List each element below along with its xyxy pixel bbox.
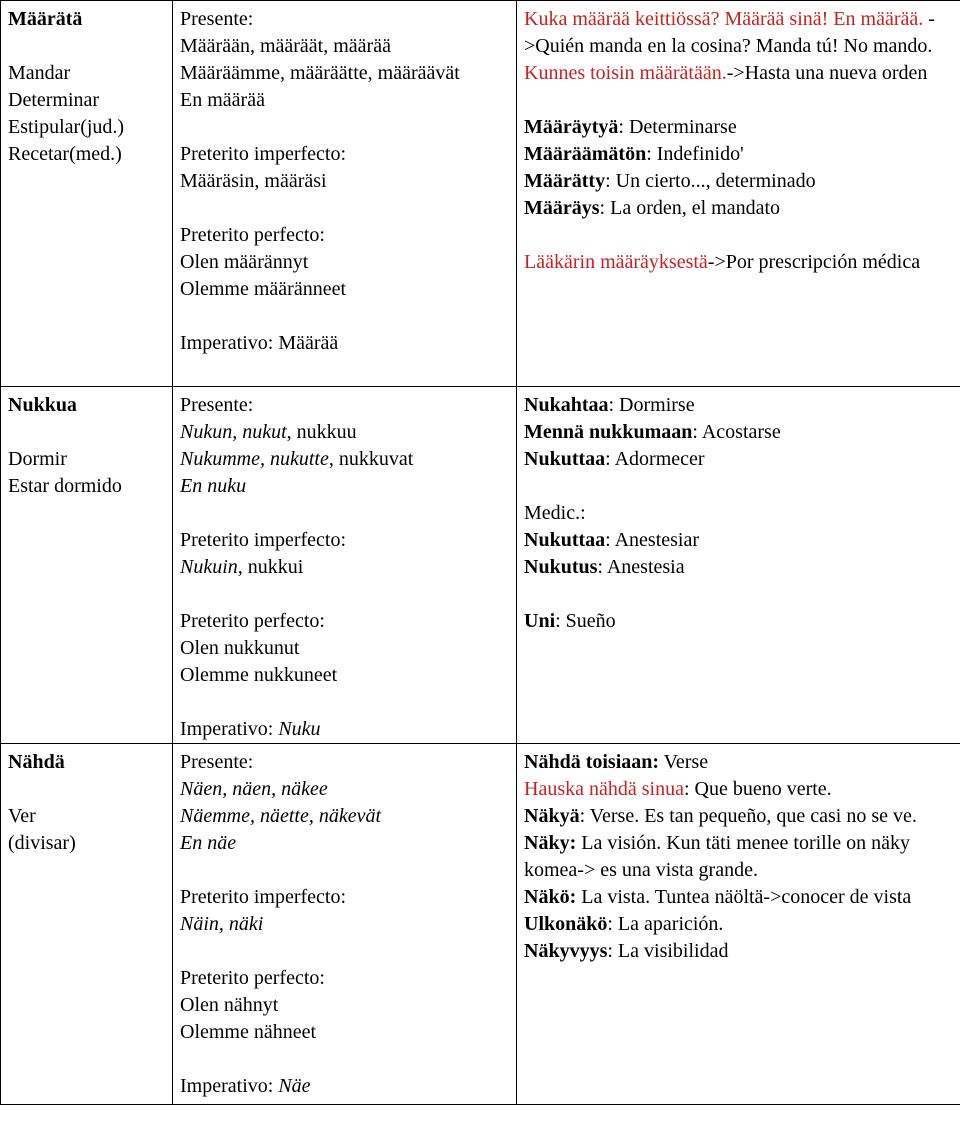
term: Määräytyä [524, 116, 619, 138]
definition [524, 911, 954, 938]
term: Näkyvyys [524, 940, 608, 962]
present-label: Presente: [180, 8, 254, 30]
definition [524, 114, 954, 141]
imperative-label: Imperativo: [180, 1075, 274, 1097]
verb-title: Nähdä [8, 751, 65, 773]
term-def: : Acostarse [692, 421, 781, 443]
term-def: : Indefinido' [646, 143, 744, 165]
definition [524, 830, 954, 884]
perfect-label: Preterito perfecto: [180, 967, 325, 989]
verb-title: Nukkua [8, 394, 77, 416]
conjugation-cell [173, 744, 517, 1105]
example-es: ->Quién manda en la cosina? Manda tú! No mando. [524, 8, 935, 57]
imperfect-label: Preterito imperfecto: [180, 886, 347, 908]
definition [524, 168, 954, 195]
table-row [1, 1, 960, 387]
example-fi: Kuka määrää keittiössä? Määrää sinä! En määrää. [524, 8, 924, 30]
definition [524, 195, 954, 222]
term-def: : Adormecer [605, 448, 705, 470]
verb-cell [1, 744, 173, 1105]
table-row [1, 387, 960, 744]
meaning: Recetar(med.) [8, 143, 122, 165]
present-label: Presente: [180, 751, 254, 773]
perfect-label: Preterito perfecto: [180, 610, 325, 632]
perfect-label: Preterito perfecto: [180, 224, 325, 246]
term: Nukutus [524, 556, 598, 578]
verb-title: Määrätä [8, 8, 83, 30]
notes-cell [517, 744, 960, 1105]
perfect-form: Olen nukkunut [180, 637, 300, 659]
meaning: Estipular(jud.) [8, 116, 125, 138]
example-fi: Lääkärin määräyksestä [524, 251, 708, 273]
perfect-form: Olen määrännyt [180, 251, 309, 273]
term-def: : Verse. Es tan pequeño, que casi no se ve. [579, 805, 917, 827]
example [524, 6, 954, 60]
table-row [1, 744, 960, 1105]
present-form: En näe [180, 832, 237, 854]
present-form: En määrää [180, 89, 265, 111]
present-form: Nukun, nukut, nukkuu [180, 421, 357, 443]
example-es: ->Hasta una nueva orden [726, 62, 928, 84]
present-form: Näen, näen, näkee [180, 778, 328, 800]
imperative-form: Näe [278, 1075, 311, 1097]
perfect-form: Olen nähnyt [180, 994, 279, 1016]
imperfect-form: Nukuin, nukkui [180, 556, 304, 578]
imperative-form: Nuku [278, 718, 321, 740]
perfect-form: Olemme määränneet [180, 278, 347, 300]
perfect-form: Olemme nähneet [180, 1021, 317, 1043]
imperfect-label: Preterito imperfecto: [180, 529, 347, 551]
example [524, 249, 954, 276]
conjugation-cell [173, 1, 517, 387]
term-def: : Un cierto..., determinado [605, 170, 816, 192]
meaning: Estar dormido [8, 475, 122, 497]
term: Nähdä toisiaan: [524, 751, 660, 773]
term-def: La vista. Tuntea näöltä->conocer de vista [576, 886, 912, 908]
term-def: : Que bueno verte. [683, 778, 832, 800]
conjugation-cell [173, 387, 517, 744]
perfect-form: Olemme nukkuneet [180, 664, 338, 686]
imperative-label: Imperativo: [180, 332, 274, 354]
term-def: : Anestesia [597, 556, 685, 578]
imperative [180, 330, 510, 357]
term-def: : La aparición. [607, 913, 724, 935]
imperative [180, 716, 510, 743]
definition [524, 419, 954, 446]
term-def: Verse [659, 751, 709, 773]
medic-label: Medic.: [524, 502, 586, 524]
term: Nukahtaa [524, 394, 609, 416]
term-def: : Sueño [555, 610, 616, 632]
definition [524, 803, 954, 830]
definition [524, 446, 954, 473]
meaning: Ver [8, 805, 36, 827]
meaning: Dormir [8, 448, 67, 470]
example-fi: Kunnes toisin määrätään. [524, 62, 727, 84]
definition [524, 392, 954, 419]
term: Ulkonäkö [524, 913, 608, 935]
present-form: Määrään, määräät, määrää [180, 35, 391, 57]
definition [524, 141, 954, 168]
definition [524, 776, 954, 803]
example-es: ->Por prescripción médica [707, 251, 921, 273]
verb-cell [1, 387, 173, 744]
meaning: (divisar) [8, 832, 76, 854]
term: Näky: [524, 832, 577, 854]
term-def: : La orden, el mandato [599, 197, 781, 219]
term-def: : La visibilidad [607, 940, 729, 962]
definition [524, 554, 954, 581]
term-def: : Anestesiar [605, 529, 700, 551]
definition [524, 884, 954, 911]
term: Määrätty [524, 170, 606, 192]
present-form: Näemme, näette, näkevät [180, 805, 382, 827]
term-def: : Dormirse [608, 394, 695, 416]
term: Määräys [524, 197, 600, 219]
example-fi: Hauska nähdä sinua [524, 778, 684, 800]
term: Uni [524, 610, 556, 632]
imperfect-label: Preterito imperfecto: [180, 143, 347, 165]
meaning: Determinar [8, 89, 100, 111]
imperfect-form: Määräsin, määräsi [180, 170, 327, 192]
imperative [180, 1073, 510, 1100]
imperfect-form: Näin, näki [180, 913, 264, 935]
term: Näkö: [524, 886, 577, 908]
verb-cell [1, 1, 173, 387]
present-form: En nuku [180, 475, 247, 497]
term: Mennä nukkumaan [524, 421, 693, 443]
meaning: Mandar [8, 62, 71, 84]
example [524, 60, 954, 87]
definition [524, 527, 954, 554]
term: Näkyä [524, 805, 580, 827]
term-def: : Determinarse [618, 116, 737, 138]
imperative-form: Määrää [278, 332, 339, 354]
notes-cell [517, 387, 960, 744]
definition [524, 608, 954, 635]
present-form: Määräämme, määräätte, määräävät [180, 62, 460, 84]
term: Määräämätön [524, 143, 647, 165]
notes-cell [517, 1, 960, 387]
definition [524, 938, 954, 965]
present-form: Nukumme, nukutte, nukkuvat [180, 448, 414, 470]
term-def: La visión. Kun täti menee torille on näky komea-> es una vista grande. [524, 832, 911, 881]
term: Nukuttaa [524, 448, 606, 470]
term: Nukuttaa [524, 529, 606, 551]
imperative-label: Imperativo: [180, 718, 274, 740]
present-label: Presente: [180, 394, 254, 416]
definition [524, 749, 954, 776]
